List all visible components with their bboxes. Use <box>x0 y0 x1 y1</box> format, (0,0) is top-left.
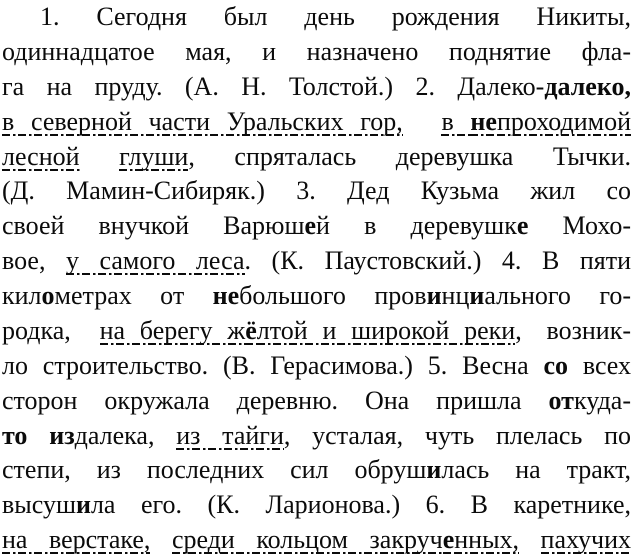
underlined-phrase: проходимой <box>496 106 631 136</box>
text-run: вое, <box>2 246 66 276</box>
underlined-phrase: у самого леса <box>66 246 245 276</box>
text-run: лась на тракт, <box>441 455 631 485</box>
text-line <box>2 349 631 384</box>
underlined-phrase: на верстаке, <box>2 525 151 555</box>
word-gap-spacer <box>403 129 425 130</box>
text-run: ло строительство. (В. Герасимова.) 5. Весна <box>2 350 544 380</box>
text-run: (Д. Мамин-Сибиряк.) 3. Дед Кузьма жил со <box>2 176 631 206</box>
underlined-phrase: лесной <box>2 141 80 171</box>
bold-text: е <box>304 211 317 241</box>
underlined-phrase: глуши <box>119 141 189 171</box>
bold-text: и <box>75 490 91 520</box>
text-line <box>2 279 631 314</box>
text-run: далека, <box>74 420 177 450</box>
underlined-phrase: из тайги <box>176 420 284 450</box>
word-gap-spacer <box>522 338 532 339</box>
text-run <box>425 107 442 136</box>
text-run: куда- <box>573 385 631 415</box>
bold-text: и <box>426 281 442 310</box>
text-run: сторон окружала деревню. Она пришла <box>2 385 549 415</box>
text-run: ла его. (К. Ларионова.) 6. В каретнике, <box>90 490 631 520</box>
underlined-phrase: пахучих <box>540 525 631 555</box>
bold-text: от <box>548 385 574 415</box>
text-line <box>2 523 631 558</box>
text-line <box>2 244 631 279</box>
text-run: возник- <box>531 315 631 345</box>
underlined-phrase: на берегу ж <box>99 315 246 345</box>
text-run: , <box>515 315 522 345</box>
underlined-phrase: нных, <box>454 525 520 555</box>
text-line <box>2 35 631 70</box>
bold-text: то <box>2 420 28 450</box>
text-line <box>2 453 631 488</box>
underlined-phrase: лтой и широкой реки <box>256 315 516 345</box>
text-run: степи, из последних сил обруш <box>2 455 427 485</box>
text-line <box>2 0 631 35</box>
text-run: метрах от <box>54 281 213 310</box>
text-line <box>2 140 631 175</box>
text-run: всех <box>568 350 631 380</box>
text-line <box>2 209 631 244</box>
bold-text: не <box>212 281 240 310</box>
text-run: 1. Сегодня был день рождения Никиты, <box>40 2 631 31</box>
bold-underlined-text: не <box>470 106 497 136</box>
bold-text: из <box>49 420 75 450</box>
text-run <box>150 525 172 554</box>
text-run: своей внучкой Варюш <box>2 211 305 241</box>
text-run: высуш <box>2 490 76 520</box>
text-line <box>2 384 631 419</box>
text-run: га на пруду. (А. Н. Толстой.) 2. Далеко- <box>2 71 545 101</box>
text-run <box>85 316 100 345</box>
text-run: Мохо- <box>528 211 631 241</box>
underlined-phrase: среди кольцом закруч <box>171 525 443 555</box>
text-run <box>27 421 49 450</box>
text-run <box>519 525 541 554</box>
text-line <box>2 419 631 454</box>
text-run: й в деревушк <box>316 211 517 241</box>
underlined-phrase: в северной части Уральских гор, <box>2 106 403 136</box>
text-run: родка, <box>2 315 71 345</box>
text-run: , усталая, чуть плелась по <box>283 420 631 450</box>
bold-text: со <box>543 350 568 380</box>
bold-text: е <box>516 211 529 241</box>
text-run: большого пров <box>239 281 427 310</box>
bold-text: о <box>41 281 55 310</box>
text-run: кил <box>2 281 42 310</box>
text-run: нц <box>441 281 470 310</box>
text-run: ального го- <box>484 281 631 310</box>
bold-text: и <box>426 455 442 485</box>
bold-underlined-text: ё <box>245 315 257 345</box>
word-gap-spacer <box>71 338 85 339</box>
text-run: . (К. Паустовский.) 4. В пяти <box>244 246 631 276</box>
text-run: , спряталась деревушка Тычки. <box>188 141 631 171</box>
text-run <box>80 142 120 171</box>
text-line <box>2 488 631 523</box>
text-run: одиннадцатое мая, и назначено поднятие фла- <box>2 36 631 66</box>
underlined-phrase: в <box>441 106 471 136</box>
text-line <box>2 105 631 140</box>
text-line <box>2 174 631 209</box>
text-line <box>2 70 631 105</box>
bold-underlined-text: е <box>442 525 455 555</box>
text-line <box>2 314 631 349</box>
bold-text: и <box>469 281 485 310</box>
bold-text: далеко, <box>544 71 631 101</box>
